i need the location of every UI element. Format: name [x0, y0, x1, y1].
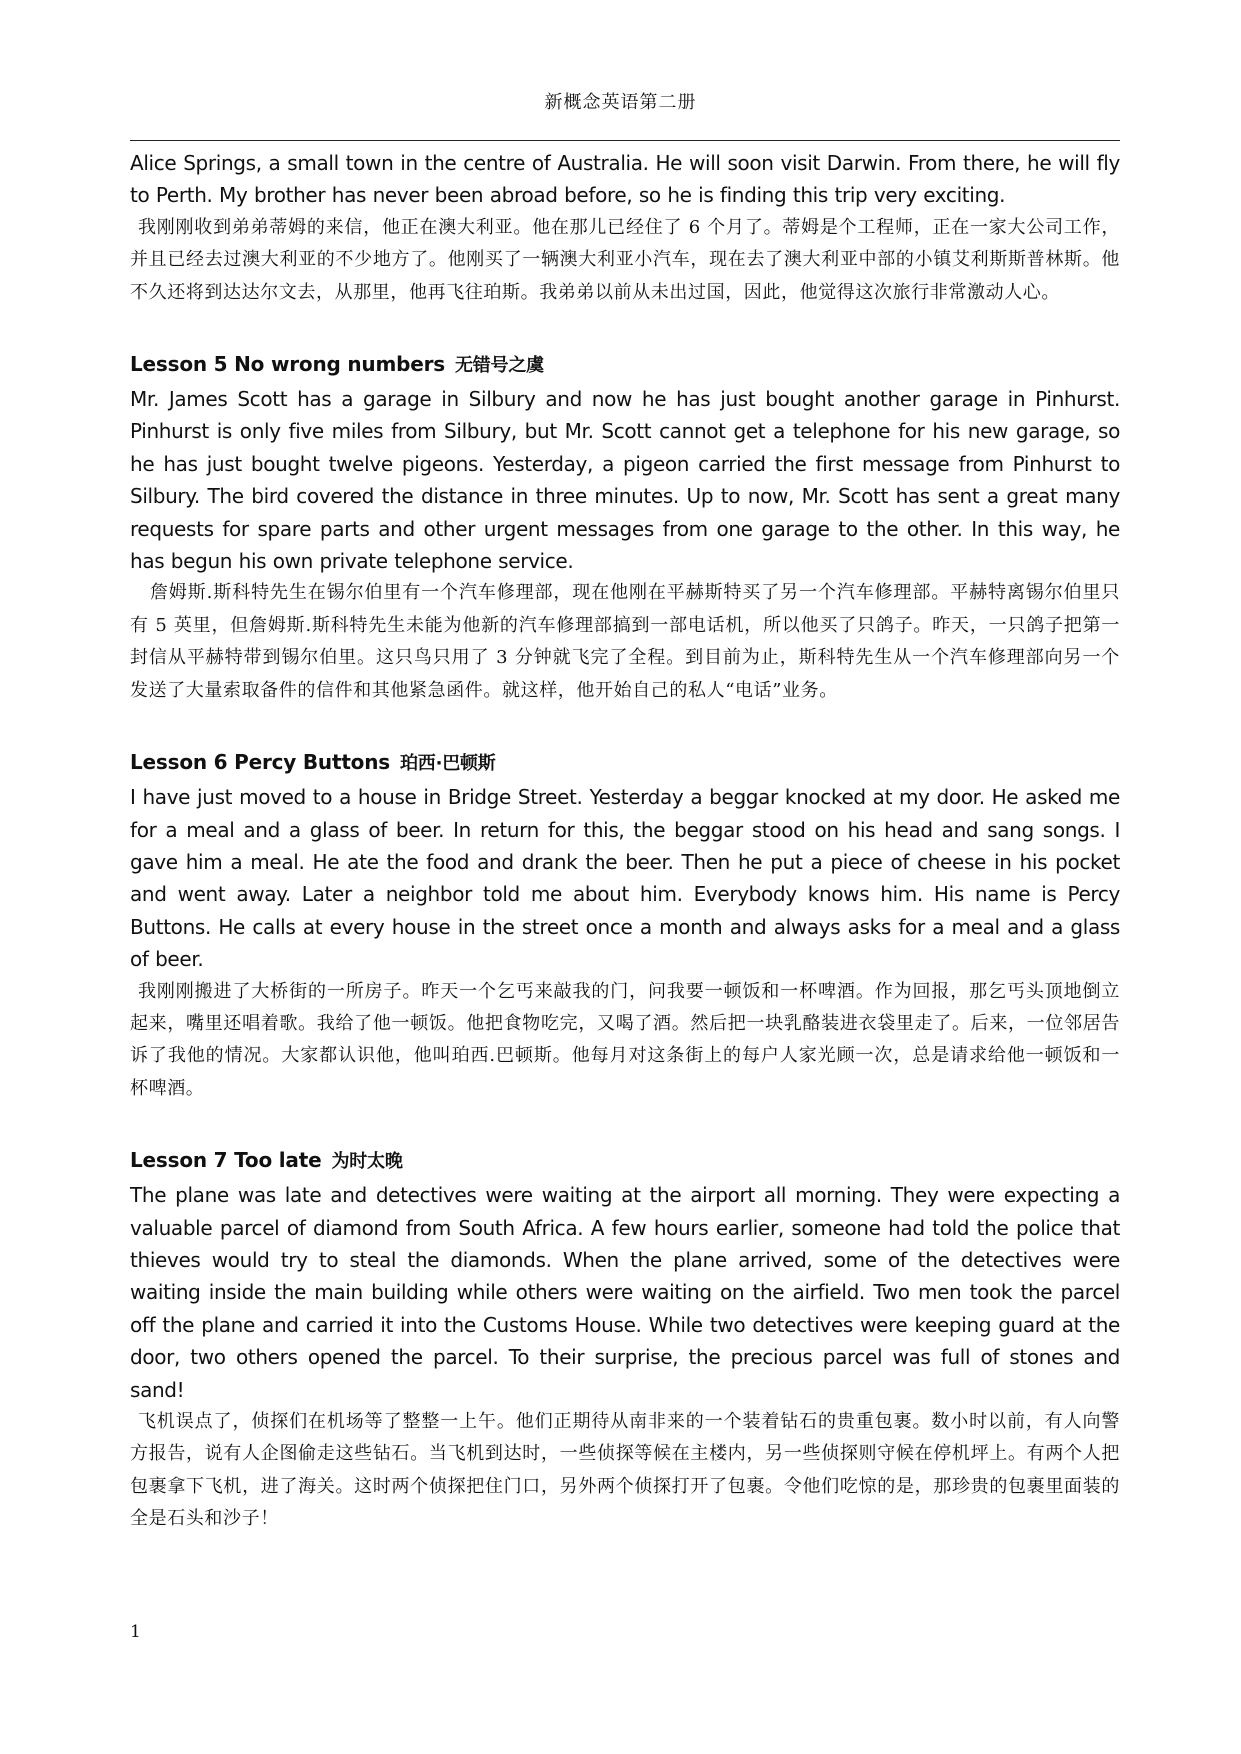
lesson-6-section — [130, 745, 1120, 1105]
lesson-6-title-en: Lesson 6 Percy Buttons — [130, 750, 390, 775]
lesson-7-english-text: The plane was late and detectives were waiting at the airport all morning. They were expecting a valuable parcel of diamond from South Africa. A few hours earlier, someone had told the police that thieves would try to steal the diamonds. When the plane arrived, some of the detectives were waiting inside the main building while others were waiting on the airfield. Two men took the parcel off the plane and carried it into the Customs House. While two detectives were keeping guard at the door, two others opened the parcel. To their surprise, the precious parcel was full of stones and sand! — [130, 1183, 1120, 1402]
intro-english-text: Alice Springs, a small town in the centre of Australia. He will soon visit Darwin. From there, he will fly to Perth. My brother has never been abroad before, so he is finding this trip very exciting. — [130, 151, 1120, 208]
page-content — [130, 147, 1120, 1536]
lesson-5-section — [130, 347, 1120, 707]
lesson-7-title-cn: 为时太晚 — [331, 1151, 403, 1173]
intro-chinese-text: 我刚刚收到弟弟蒂姆的来信，他正在澳大利亚。他在那儿已经住了 6 个月了。蒂姆是个工程师，正在一家大公司工作，并且已经去过澳大利亚的不少地方了。他刚买了一辆澳大利亚小汽车，现在去了澳大利亚中部的小镇艾利斯斯普林斯。他不久还将到达达尔文去，从那里，他再飞往珀斯。我弟弟以前从未出过国，因此，他觉得这次旅行非常激动人心。 — [130, 216, 1120, 303]
header-divider — [130, 140, 1120, 141]
lesson-5-title — [130, 347, 1120, 383]
lesson-6-title-cn: 珀西·巴顿斯 — [399, 753, 496, 775]
running-header: 新概念英语第二册 — [544, 92, 697, 113]
lesson-5-title-cn: 无错号之虞 — [454, 355, 544, 377]
intro-section — [130, 147, 1120, 309]
lesson-5-chinese-text: 詹姆斯.斯科特先生在锡尔伯里有一个汽车修理部，现在他刚在平赫斯特买了另一个汽车修理部。平赫特离锡尔伯里只有 5 英里，但詹姆斯.斯科特先生未能为他新的汽车修理部搞到一部电话机，所以他买了只鸽子。昨天，一只鸽子把第一封信从平赫特带到锡尔伯里。这只鸟只用了 3 分钟就飞完了全程。到目前为止，斯科特先生从一个汽车修理部向另一个发送了大量索取备件的信件和其他紧急函件。就这样，他开始自己的私人“电话”业务。 — [130, 582, 1120, 701]
lesson-6-english-text: I have just moved to a house in Bridge Street. Yesterday a beggar knocked at my door. He asked me for a meal and a glass of beer. In return for this, the beggar stood on his head and sang songs. I gave him a meal. He ate the food and drank the beer. Then he put a piece of cheese in his pocket and went away. Later a neighbor told me about him. Everybody knows him. His name is Percy Buttons. He calls at every house in the street once a month and always asks for a meal and a glass of beer. — [130, 785, 1120, 972]
lesson-5-english-text: Mr. James Scott has a garage in Silbury and now he has just bought another garage in Pinhurst. Pinhurst is only five miles from Silbury, but Mr. Scott cannot get a telephone for his new garage, so he has just bought twelve pigeons. Yesterday, a pigeon carried the first message from Pinhurst to Silbury. The bird covered the distance in three minutes. Up to now, Mr. Scott has sent a great many requests for spare parts and other urgent messages from one garage to the other. In this way, he has begun his own private telephone service. — [130, 387, 1120, 574]
lesson-5-title-en: Lesson 5 No wrong numbers — [130, 352, 445, 377]
page-number: 1 — [130, 1622, 141, 1642]
lesson-7-section — [130, 1143, 1120, 1535]
lesson-7-title-en: Lesson 7 Too late — [130, 1148, 322, 1173]
lesson-7-title — [130, 1143, 1120, 1179]
lesson-6-chinese-text: 我刚刚搬进了大桥街的一所房子。昨天一个乞丐来敲我的门，问我要一顿饭和一杯啤酒。作为回报，那乞丐头顶地倒立起来，嘴里还唱着歌。我给了他一顿饭。他把食物吃完，又喝了酒。然后把一块乳酪装进衣袋里走了。后来，一位邻居告诉了我他的情况。大家都认识他，他叫珀西.巴顿斯。他每月对这条街上的每户人家光顾一次，总是请求给他一顿饭和一杯啤酒。 — [130, 980, 1120, 1099]
lesson-7-chinese-text: 飞机误点了，侦探们在机场等了整整一上午。他们正期待从南非来的一个装着钻石的贵重包裹。数小时以前，有人向警方报告，说有人企图偷走这些钻石。当飞机到达时，一些侦探等候在主楼内，另一些侦探则守候在停机坪上。有两个人把包裹拿下飞机，进了海关。这时两个侦探把住门口，另外两个侦探打开了包裹。令他们吃惊的是，那珍贵的包裹里面装的全是石头和沙子！ — [130, 1411, 1120, 1530]
lesson-6-title — [130, 745, 1120, 781]
